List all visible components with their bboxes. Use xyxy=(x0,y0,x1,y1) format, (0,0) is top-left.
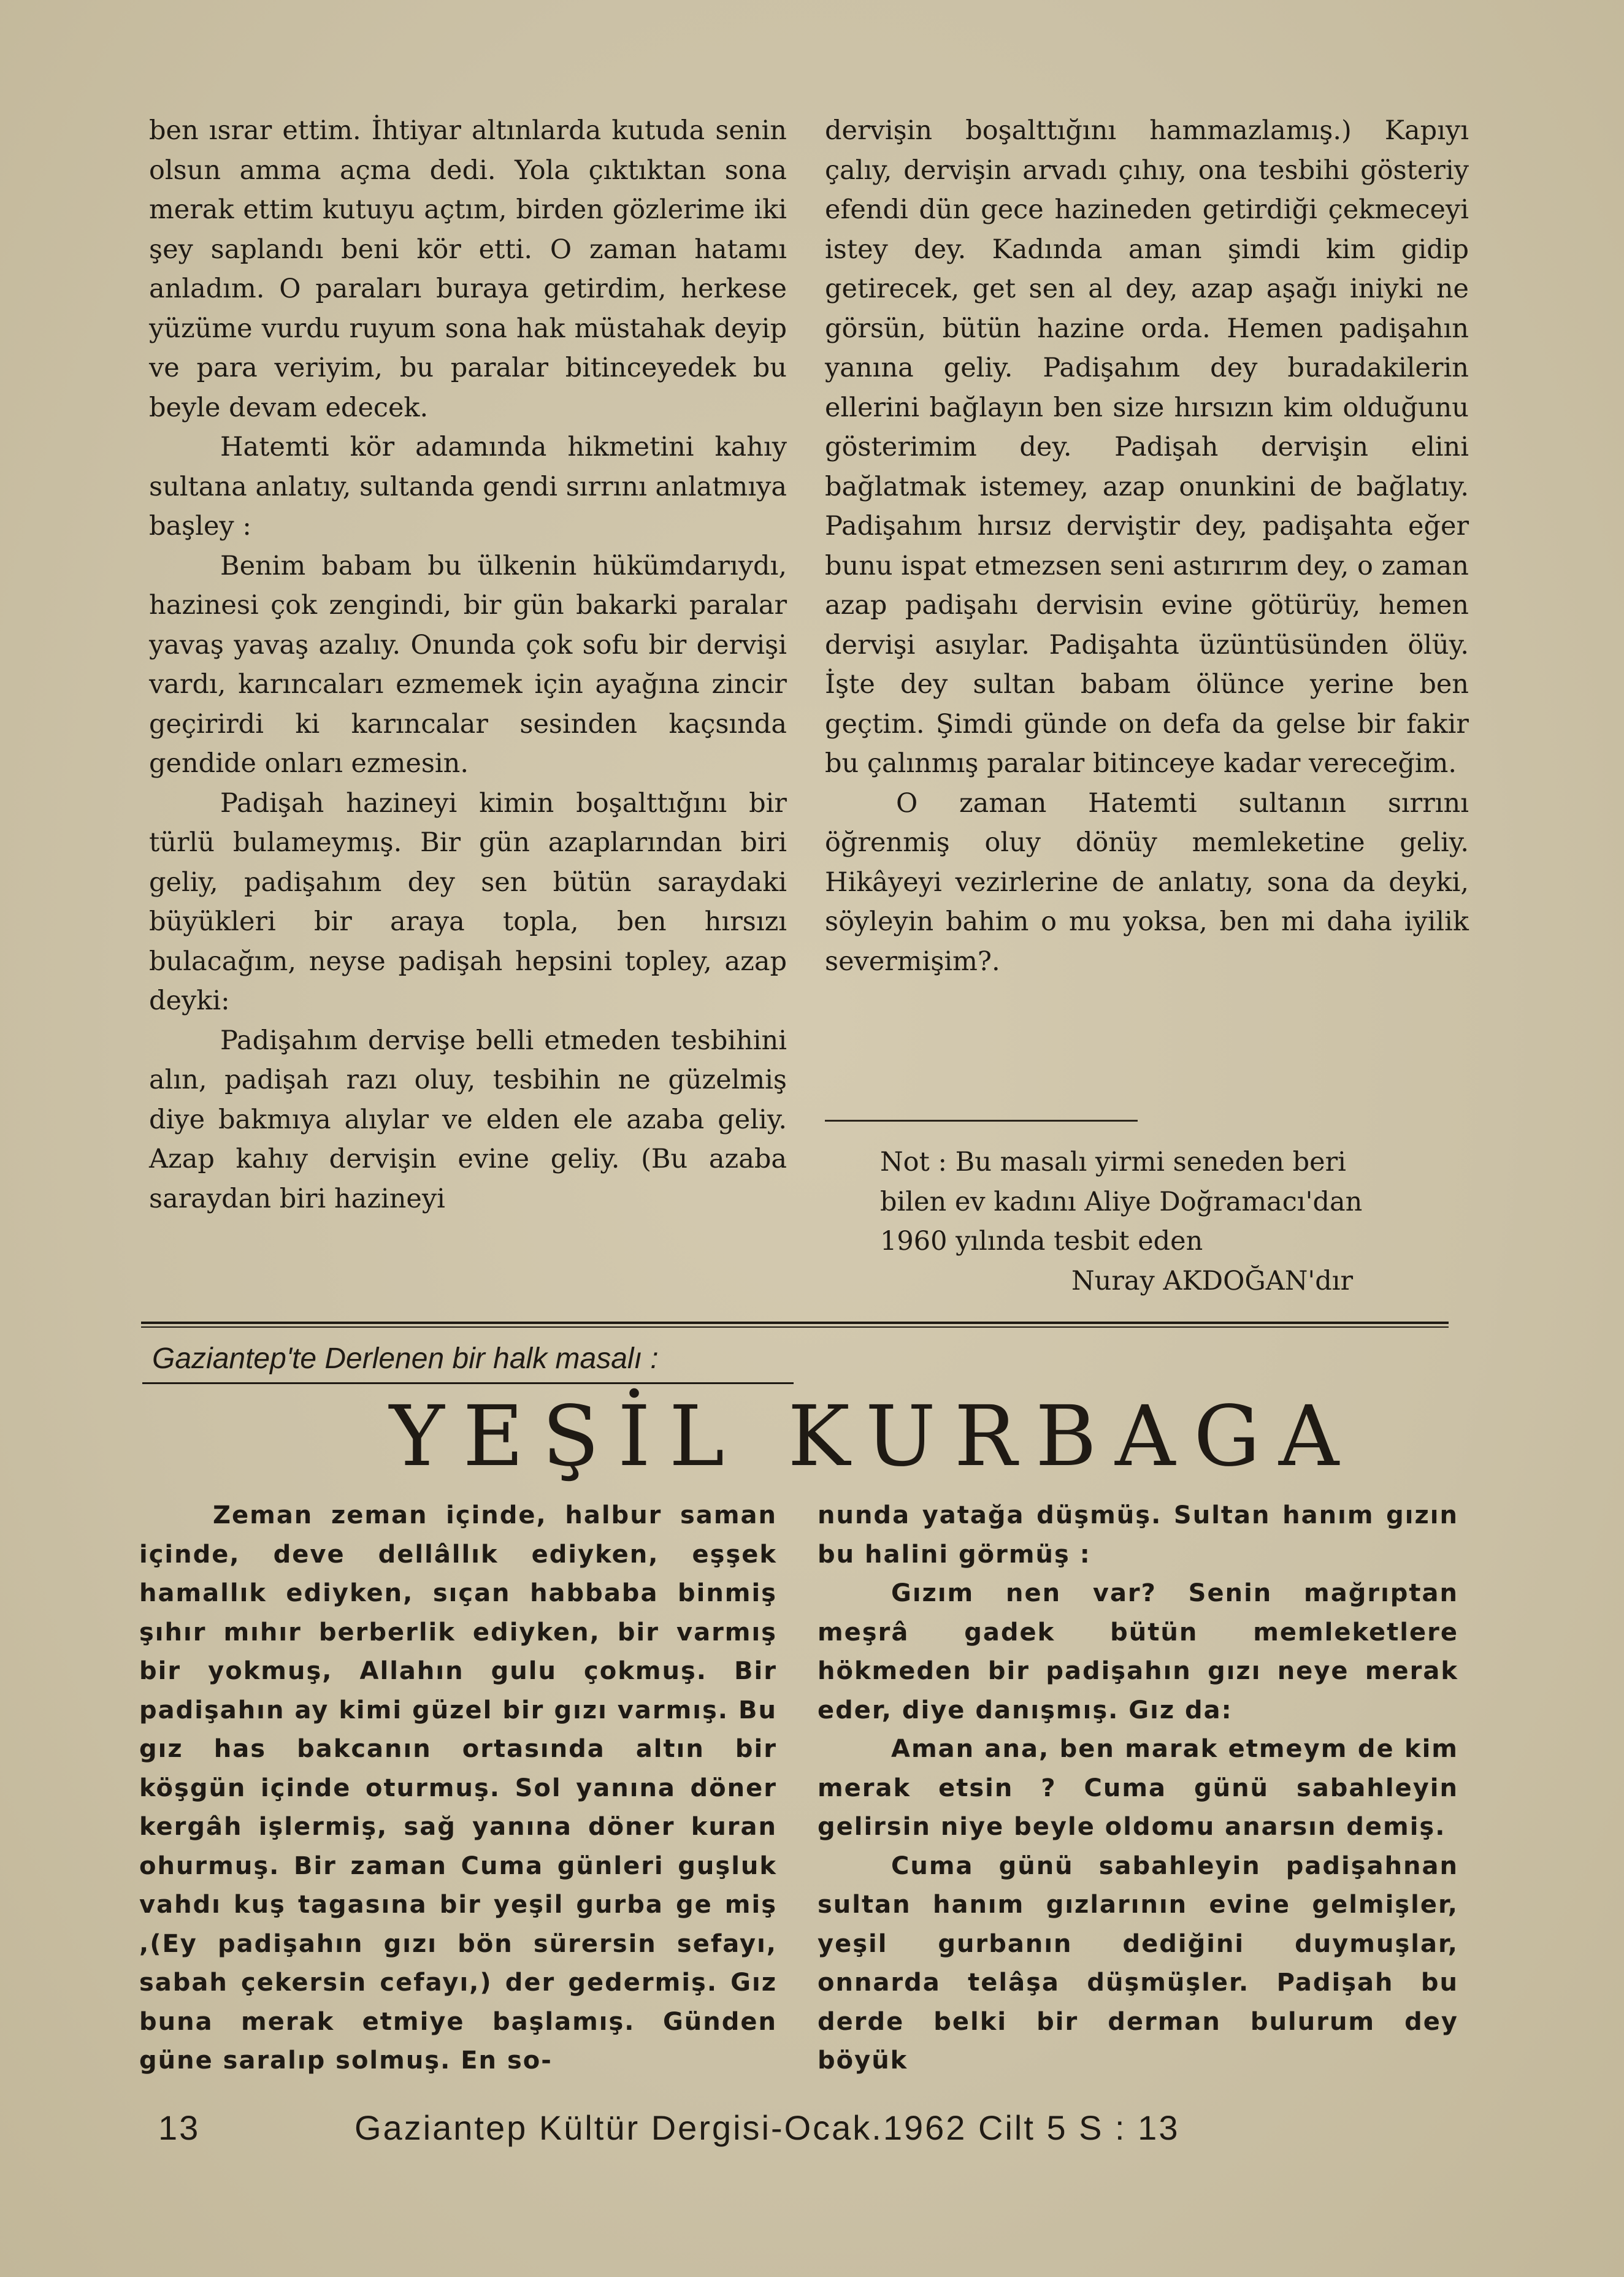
section-divider-thin xyxy=(141,1326,1449,1328)
section-divider xyxy=(935,1322,1449,1324)
section-divider xyxy=(141,1322,936,1324)
paragraph: Cuma günü sabahleyin padişahnan sultan hanım gızlarının evine gelmişler, yeşil gurbanın dediğini duymuşlar, onnarda telâşa düşmüşler. Padişah bu derde belki bir derman bulurum dey böyük xyxy=(818,1851,1458,2075)
subtitle-underline xyxy=(142,1382,794,1384)
paragraph: Padişah hazineyi kimin boşalttığını bir türlü bulameymış. Bir gün azaplarından biri geliy, padişahım dey sen bütün saraydaki büyükleri bir araya topla, ben hırsızı bulacağım, neyse padişah hepsini topley, azap deyki: xyxy=(149,787,787,1016)
paragraph: Zeman zeman içinde, halbur saman içinde, deve dellâllık ediyken, eşşek hamallık ediyken, sıçan habbaba binmiş şıhır mıhır berberlik ediyken, bir varmış bir yokmuş, Allahın gulu çokmuş. Bir padişahın ay kimi güzel bir gızı varmış. Bu gız has bakcanın ortasında altın bir köşgün içinde oturmuş. Sol yanına döner kergâh işlermiş, sağ yanına döner kuran ohurmuş. Bir zaman Cuma günleri guşluk vahdı kuş tagasına bir yeşil gurba ge miş ,(Ey padişahın gızı bön sürersin sefayı, sabah çekersin cefayı,) der gedermiş. Gız buna merak etmiye başlamış. Günden güne saralıp solmuş. En so- xyxy=(139,1501,777,2075)
bottom-left-column xyxy=(139,1496,777,2081)
paragraph: Aman ana, ben marak etmeym de kim merak etsin ? Cuma günü sabahleyin gelirsin niye beyle oldomu anarsın demiş. xyxy=(818,1735,1458,1841)
paragraph: Hatemti kör adamında hikmetini kahıy sultana anlatıy, sultanda gendi sırrını anlatmıya başley : xyxy=(149,432,787,542)
note-line: bilen ev kadını Aliye Doğramacı'dan xyxy=(880,1186,1363,1217)
top-right-column xyxy=(825,111,1469,981)
paragraph: Gızım nen var? Senin mağrıptan meşrâ gadek bütün memleketlere hökmeden bir padişahın gızı neye merak eder, diye danışmış. Gız da: xyxy=(818,1579,1458,1724)
collector-note xyxy=(880,1142,1469,1301)
note-line: 1960 yılında tesbit eden xyxy=(880,1226,1203,1257)
journal-citation: Gaziantep Kültür Dergisi-Ocak.1962 Cilt 5 S : 13 xyxy=(354,2108,1180,2147)
paragraph: nunda yatağa düşmüş. Sultan hanım gızın bu halini görmüş : xyxy=(818,1501,1458,1569)
paragraph: ben ısrar ettim. İhtiyar altınlarda kutuda senin olsun amma açma dedi. Yola çıktıktan sona merak ettim kutuyu açtım, birden gözlerime iki şey saplandı beni kör etti. O zaman hatamı anladım. O paraları buraya getirdim, herkese yüzüme vurdu ruyum sona hak müstahak deyip ve para veriyim, bu paralar bitinceyedek bu beyle devam edecek. xyxy=(149,115,787,423)
note-separator xyxy=(825,1120,1138,1122)
paragraph: Benim babam bu ülkenin hükümdarıydı, hazinesi çok zengindi, bir gün bakarki paralar yavaş yavaş azalıy. Onunda çok sofu bir dervişi vardı, karıncaları ezmemek için ayağına zincir geçirirdi ki karıncalar sesinden kaçsında gendide onları ezmesin. xyxy=(149,550,787,779)
paragraph: Padişahım dervişe belli etmeden tesbihini alın, padişah razı oluy, tesbihin ne güzelmiş diye bakmıya alıylar ve elden ele azaba geliy. Azap kahıy dervişin evine geliy. (Bu azaba saraydan biri hazineyi xyxy=(149,1025,787,1214)
note-signature: Nuray AKDOĞAN'dır xyxy=(1071,1265,1354,1296)
paragraph: dervişin boşalttığını hammazlamış.) Kapıyı çalıy, dervişin arvadı çıhıy, ona tesbihi gösteriy efendi dün gece hazineden getirdiği çekmeceyi istey dey. Kadında aman şimdi kim gidip getirecek, get sen al dey, azap aşağı iniyki ne görsün, bütün hazine orda. Hemen padişahın yanına geliy. Padişahım dey buradakilerin ellerini bağlayın ben size hırsızın kim olduğunu gösterimim dey. Padişah dervişin elini bağlatmak istemey, azap onunkini de bağlatıy. Padişahım hırsız derviştir dey, padişahta eğer bunu ispat etmezsen seni astırırım dey, o zaman azap padişahı dervisin evine götürüy, hemen dervişi asıylar. Padişahta üzüntüsünden ölüy. İşte dey sultan babam ölünce yerine ben geçtim. Şimdi günde on defa da gelse bir fakir bu çalınmış paralar bitinceye kadar vereceğim. xyxy=(825,115,1469,779)
page-number: 13 xyxy=(158,2108,201,2147)
article-subtitle: Gaziantep'te Derlenen bir halk masalı : xyxy=(152,1342,659,1375)
note-line: Not : Bu masalı yirmi seneden beri xyxy=(880,1147,1346,1177)
paragraph: O zaman Hatemti sultanın sırrını öğrenmiş oluy dönüy memleketine geliy. Hikâyeyi vezirlerine de anlatıy, sona da deyki, söyleyin bahim o mu yoksa, ben mi daha iyilik severmişim?. xyxy=(825,787,1469,977)
article-title: YEŞİL KURBAGA xyxy=(389,1388,1358,1485)
top-left-column xyxy=(149,111,787,1219)
bottom-right-column xyxy=(818,1496,1458,2081)
